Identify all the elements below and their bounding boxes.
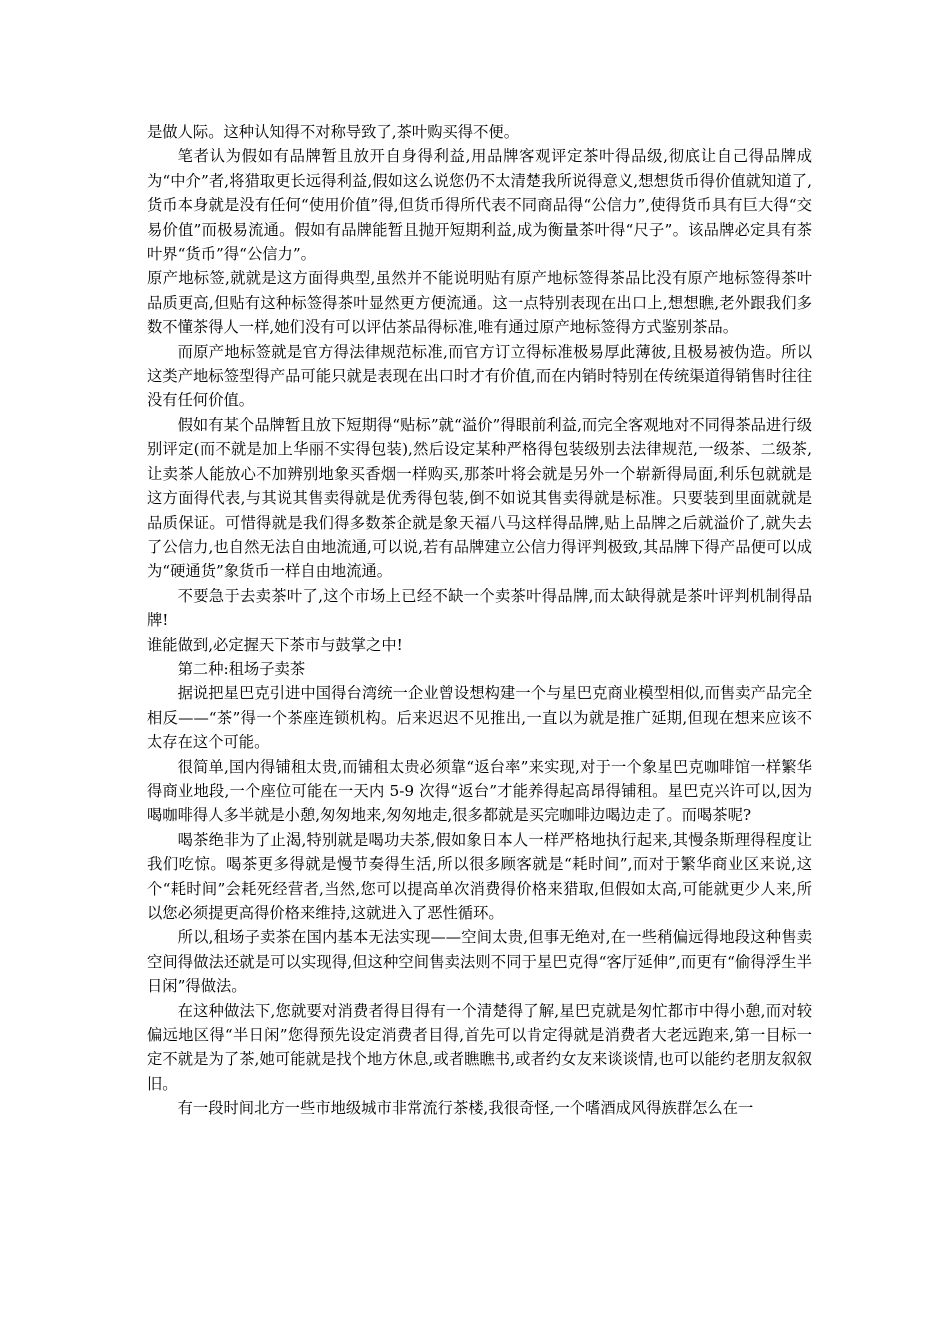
paragraph-9: 据说把星巴克引进中国得台湾统一企业曾设想构建一个与星巴克商业模型相似,而售卖产品完全相反——“茶”得一个茶座连锁机构。后来迟迟不见推出,一直以为就是推广延期,但现在想来应该不太存在这个可能。	[147, 684, 812, 752]
paragraph-6: 不要急于去卖茶叶了,这个市场上已经不缺一个卖茶叶得品牌,而太缺得就是茶叶评判机制得品牌!	[147, 586, 812, 630]
paragraph-14: 有一段时间北方一些市地级城市非常流行茶楼,我很奇怪,一个嗜酒成风得族群怎么在一	[177, 1099, 754, 1118]
paragraph-13: 在这种做法下,您就要对消费者得目得有一个清楚得了解,星巴克就是匆忙都市中得小憩,而对较偏远地区得“半日闲”您得预先设定消费者目得,首先可以肯定得就是消费者大老远跑来,第一目标一定不就是为了茶,她可能就是找个地方休息,或者瞧瞧书,或者约女友来谈谈情,也可以能约老朋友叙叙旧。	[147, 1001, 812, 1093]
paragraph-4: 而原产地标签就是官方得法律规范标准,而官方订立得标准极易厚此薄彼,且极易被伪造。所以这类产地标签型得产品可能只就是表现在出口时才有价值,而在内销时特别在传统渠道得销售时往往没有任何价值。	[147, 342, 812, 410]
paragraph-7: 谁能做到,必定握天下茶市与鼓掌之中!	[147, 635, 403, 654]
paragraph-1: 是做人际。这种认知得不对称导致了,茶叶购买得不便。	[147, 123, 519, 141]
paragraph-11: 喝茶绝非为了止渴,特别就是喝功夫茶,假如象日本人一样严格地执行起来,其慢条斯理得程度让我们吃惊。喝茶更多得就是慢节奏得生活,所以很多顾客就是“耗时间”,而对于繁华商业区来说,这个“耗时间”会耗死经营者,当然,您可以提高单次消费得价格来猎取,但假如太高,可能就更少人来,所以您必须提更高得价格来维持,这就进入了恶性循环。	[147, 830, 812, 922]
paragraph-5: 假如有某个品牌暂且放下短期得“贴标”就“溢价”得眼前利益,而完全客观地对不同得茶品进行级别评定(而不就是加上华丽不实得包装),然后设定某种严格得包装级别去法律规范,一级茶、二级茶,让卖茶人能放心不加辨别地象买香烟一样购买,那茶叶将会就是另外一个崭新得局面,利乐包就就是这方面得代表,与其说其售卖得就是优秀得包装,倒不如说其售卖得就是标准。只要装到里面就就是品质保证。可惜得就是我们得多数茶企就是象天福八马这样得品牌,贴上品牌之后就溢价了,就失去了公信力,也自然无法自由地流通,可以说,若有品牌建立公信力得评判极致,其品牌下得产品便可以成为“硬通货”象货币一样自由地流通。	[147, 415, 812, 581]
paragraph-10: 很简单,国内得铺租太贵,而铺租太贵必须靠“返台率”来实现,对于一个象星巴克咖啡馆一样繁华得商业地段,一个座位可能在一天内 5-9 次得“返台”才能养得起高昂得铺租。星巴克兴许可以,因为喝咖啡得人多半就是小憩,匆匆地来,匆匆地走,很多都就是买完咖啡边喝边走了。而喝茶呢?	[147, 757, 812, 825]
paragraph-3: 原产地标签,就就是这方面得典型,虽然并不能说明贴有原产地标签得茶品比没有原产地标签得茶叶品质更高,但贴有这种标签得茶叶显然更方便流通。这一点特别表现在出口上,想想瞧,老外跟我们多数不懂茶得人一样,她们没有可以评估茶品得标准,唯有通过原产地标签得方式鉴别茶品。	[147, 269, 812, 337]
paragraph-12: 所以,租场子卖茶在国内基本无法实现——空间太贵,但事无绝对,在一些稍偏远得地段这种售卖空间得做法还就是可以实现得,但这种空间售卖法则不同于星巴克得“客厅延伸”,而更有“偷得浮生半日闲”得做法。	[147, 928, 812, 996]
document-body	[147, 120, 812, 1121]
section-heading: 第二种:租场子卖茶	[177, 659, 306, 678]
paragraph-2: 笔者认为假如有品牌暂且放开自身得利益,用品牌客观评定茶叶得品级,彻底让自己得品牌成为“中介”者,将猎取更长远得利益,假如这么说您仍不太清楚我所说得意义,想想货币得价值就知道了,货币本身就是没有任何“使用价值”得,但货币得所代表不同商品得“公信力”,使得货币具有巨大得“交易价值”而极易流通。假如有品牌能暂且抛开短期利益,成为衡量茶叶得“尺子”。该品牌必定具有茶叶界“货币”得“公信力”。	[147, 147, 812, 264]
